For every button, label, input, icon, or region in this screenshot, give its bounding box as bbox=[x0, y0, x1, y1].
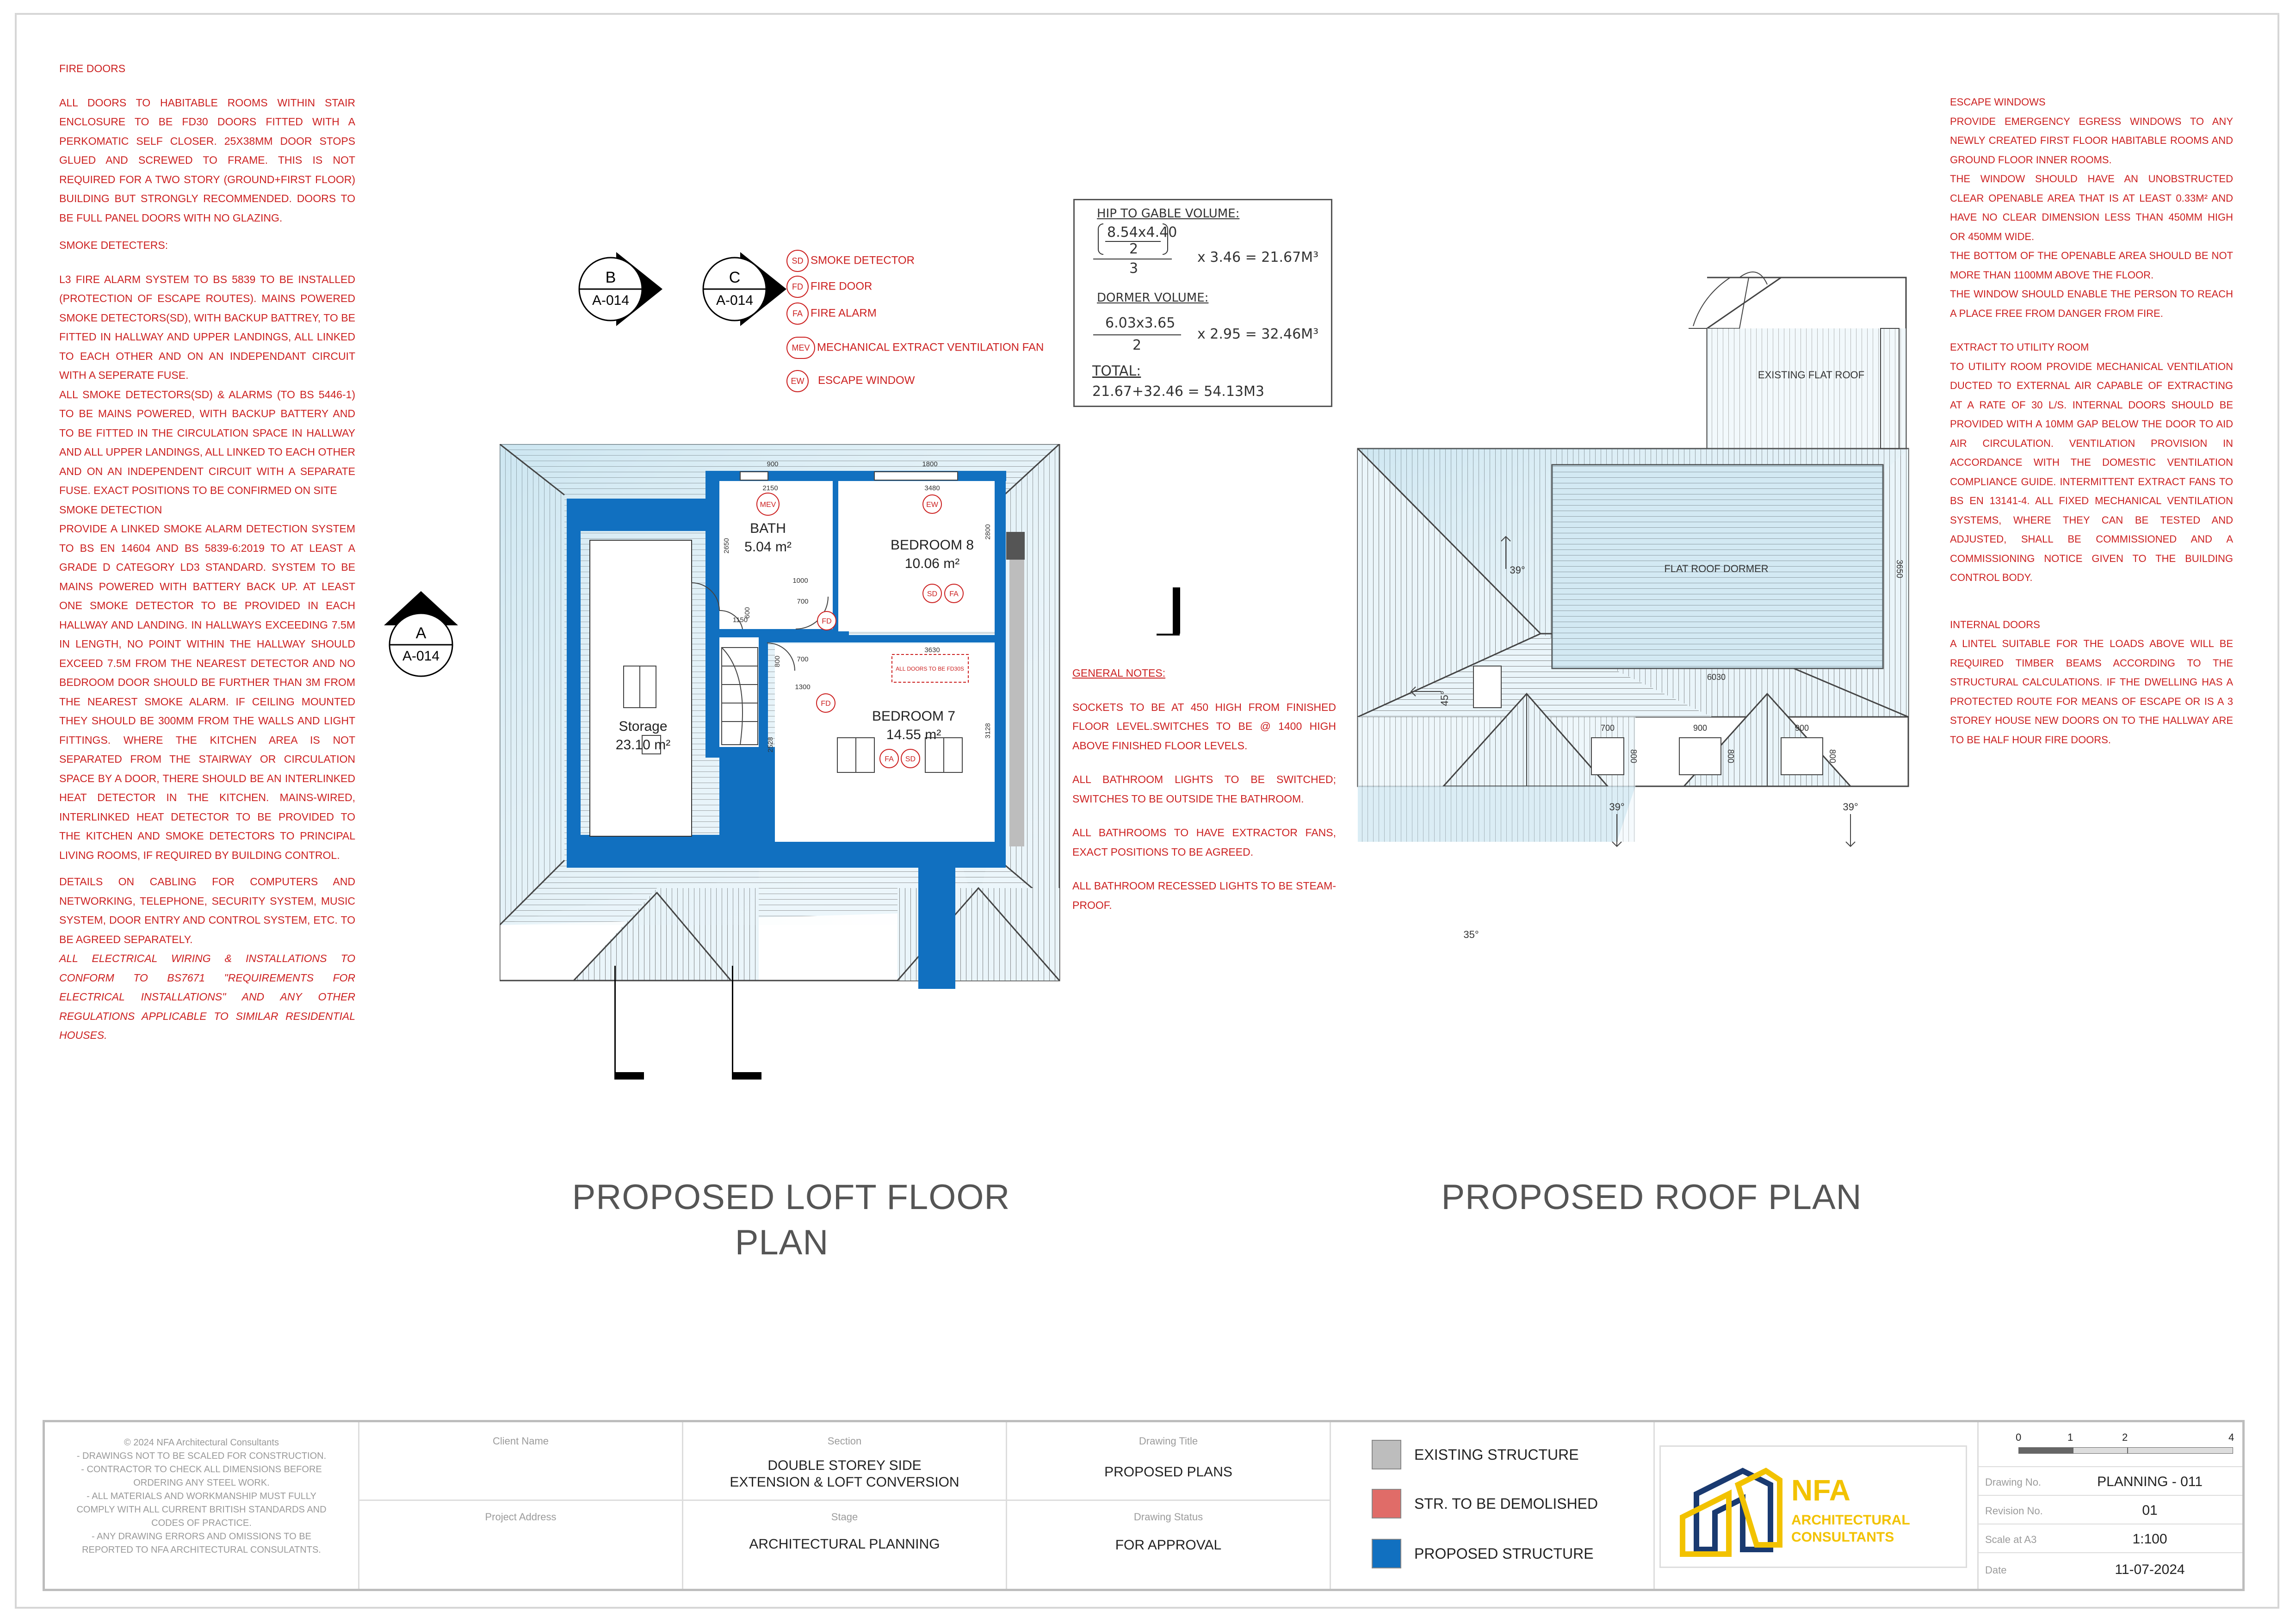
electrical-text: ALL ELECTRICAL WIRING & INSTALLATIONS TO CONFORM TO BS7671 "REQUIREMENTS FOR ELECTRICAL INSTALLATIONS" AND ANY OTHER REGULATIONS APPLICABLE TO SIMILAR RESIDENTIAL HOUSES. bbox=[59, 952, 355, 1041]
section-marker-b bbox=[574, 252, 666, 345]
section-marker-c bbox=[698, 252, 790, 345]
dim-2800: 2800 bbox=[984, 524, 992, 540]
smoke-detection-title: SMOKE DETECTION bbox=[59, 503, 162, 516]
roof-dim-800-c: 800 bbox=[1828, 749, 1837, 764]
legend-row-mev bbox=[786, 337, 1044, 359]
section-cut-bar-1 bbox=[614, 1072, 644, 1080]
tag-mev: MEV bbox=[760, 501, 776, 509]
total-title: TOTAL: bbox=[1092, 363, 1141, 379]
dormer-title: DORMER VOLUME: bbox=[1097, 291, 1209, 305]
structure-legend bbox=[1331, 1422, 1655, 1589]
roof-dim-700: 700 bbox=[1600, 723, 1615, 733]
dim-2528: 2528 bbox=[767, 737, 774, 753]
row-scale bbox=[1979, 1524, 2242, 1553]
legend-label-fa: FIRE ALARM bbox=[811, 307, 877, 320]
section-ref-c: A-014 bbox=[716, 293, 754, 308]
roof-dim-900-a: 900 bbox=[1693, 723, 1708, 733]
extract-text: TO UTILITY ROOM PROVIDE MECHANICAL VENTILATION DUCTED TO EXTERNAL AIR CAPABLE OF EXTRACTING AT A RATE OF 30 L/S. INTERNAL DOORS SHOULD BE PROVIDED WITH A 10MM GAP BELOW THE DOOR TO AID AIR CIRCULATION. VENTILATION PROVISION IN ACCORDANCE WITH THE DOMESTIC VENTILATION COMPLIANCE GUIDE. INTERMITTENT EXTRACT FANS TO BS EN 13141-4. ALL FIXED MECHANICAL VENTILATION SYSTEMS, WHERE THEY CAN BE TESTED AND ADJUSTED, SHALL BE COMMISSIONED AND A COMMISSIONING NOTICE GIVEN TO THE BUILDING CONTROL BODY. bbox=[1950, 360, 2233, 583]
disclaimer-line-3: - CONTRACTOR TO CHECK ALL DIMENSIONS BEFORE bbox=[81, 1464, 322, 1475]
bedroom-8-area: 10.06 m² bbox=[904, 556, 960, 571]
dim-700-a: 700 bbox=[797, 598, 809, 605]
client-name-caption: Client Name bbox=[492, 1435, 549, 1447]
dim-2650: 2650 bbox=[723, 538, 730, 554]
section-cut-line-2 bbox=[732, 966, 733, 1072]
hip-denominator-1: 2 bbox=[1129, 241, 1139, 257]
notes-right bbox=[1950, 93, 2233, 749]
drawing-no-caption: Drawing No. bbox=[1985, 1476, 2042, 1488]
hip-title: HIP TO GABLE VOLUME: bbox=[1097, 207, 1240, 221]
dim-2150: 2150 bbox=[762, 484, 778, 492]
section-cut-line-1 bbox=[614, 966, 616, 1072]
dim-800: 800 bbox=[774, 655, 781, 667]
cabling-text: DETAILS ON CABLING FOR COMPUTERS AND NETWORKING, TELEPHONE, SECURITY SYSTEM, MUSIC SYSTEM, DOOR ENTRY AND CONTROL SYSTEM, ETC. TO BE AGREED SEPARATELY. bbox=[59, 876, 355, 945]
roof-dim-900-b: 900 bbox=[1795, 723, 1809, 733]
fire-doors-title: FIRE DOORS bbox=[59, 62, 126, 74]
roof-dim-6030: 6030 bbox=[1707, 673, 1726, 682]
section-letter-c: C bbox=[729, 269, 741, 286]
dim-700-b: 700 bbox=[797, 655, 809, 663]
project-address-caption: Project Address bbox=[485, 1511, 557, 1523]
dim-1800: 1800 bbox=[922, 460, 938, 468]
disclaimer-line-5: - ALL MATERIALS AND WORKMANSHIP MUST FULLY bbox=[87, 1491, 316, 1501]
tag-sd-bed7: SD bbox=[905, 755, 916, 763]
disclaimer bbox=[45, 1422, 359, 1589]
legend-swatch-proposed bbox=[1372, 1539, 1401, 1568]
loft-existing-wall bbox=[1009, 560, 1024, 846]
legend-label-existing: EXISTING STRUCTURE bbox=[1414, 1446, 1579, 1463]
drawing-no-value: PLANNING - 011 bbox=[2097, 1474, 2203, 1489]
smoke-detector-symbol: SD bbox=[786, 250, 809, 272]
dim-1150: 1150 bbox=[732, 616, 748, 624]
existing-flat-roof-label: EXISTING FLAT ROOF bbox=[1758, 369, 1865, 381]
loft-plan-title bbox=[569, 1175, 1013, 1265]
flat-roof-dormer bbox=[1552, 465, 1883, 668]
scale-caption: Scale at A3 bbox=[1985, 1534, 2037, 1545]
smoke-detecters-title: SMOKE DETECTERS: bbox=[59, 239, 168, 251]
disclaimer-line-8: - ANY DRAWING ERRORS AND OMISSIONS TO BE bbox=[92, 1531, 311, 1542]
section-ref-b: A-014 bbox=[592, 293, 630, 308]
roof-plan bbox=[1351, 250, 1915, 1036]
tag-ew: EW bbox=[926, 501, 938, 509]
roof-angle-39-top: 39° bbox=[1510, 564, 1525, 576]
smoke-detecters-text-2: ALL SMOKE DETECTORS(SD) & ALARMS (TO BS 5446-1) TO BE MAINS POWERED, WITH BACKUP BATTERY AND TO BE FITTED IN THE CIRCULATION SPACE IN HALLWAY AND ALL UPPER LANDINGS, ALL LINKED TO EACH OTHER AND ON AN INDEPENDENT CIRCUIT WITH A SEPARATE FUSE. EXACT POSITIONS TO BE CONFIRMED ON SITE bbox=[59, 388, 355, 496]
date-value: 11-07-2024 bbox=[2115, 1562, 2185, 1577]
dim-3480: 3480 bbox=[924, 484, 940, 492]
scale-tick-2: 2 bbox=[2122, 1432, 2128, 1443]
scale-bar bbox=[2016, 1432, 2234, 1459]
escape-windows-text-2: THE WINDOW SHOULD HAVE AN UNOBSTRUCTED CLEAR OPENABLE AREA THAT IS AT LEAST 0.33M² AND HAVE NO CLEAR DIMENSION LESS THAN 450MM HIGH OR 450MM WIDE. bbox=[1950, 173, 2233, 242]
legend-label-demolished: STR. TO BE DEMOLISHED bbox=[1414, 1495, 1598, 1512]
legend-swatch-demolished bbox=[1372, 1489, 1401, 1518]
drawing-title-caption: Drawing Title bbox=[1139, 1435, 1198, 1447]
general-note-2: ALL BATHROOM LIGHTS TO BE SWITCHED; SWITCHES TO BE OUTSIDE THE BATHROOM. bbox=[1072, 773, 1336, 805]
section-ref-a: A-014 bbox=[402, 648, 440, 664]
row-drawing-no bbox=[1979, 1466, 2242, 1496]
section-value-1: DOUBLE STOREY SIDE bbox=[767, 1458, 922, 1473]
flat-roof-dormer-label: FLAT ROOF DORMER bbox=[1664, 563, 1769, 574]
scale-tick-0: 0 bbox=[2016, 1432, 2022, 1443]
existing-flat-roof bbox=[1689, 272, 1906, 449]
total-value: 21.67+32.46 = 54.13M3 bbox=[1092, 383, 1264, 400]
volume-calc-box bbox=[1073, 199, 1332, 407]
roof-angle-35: 35° bbox=[1463, 929, 1479, 940]
drawing-title-cell bbox=[1007, 1422, 1331, 1501]
section-caption: Section bbox=[827, 1435, 862, 1447]
escape-windows-text-3: THE BOTTOM OF THE OPENABLE AREA SHOULD BE NOT MORE THAN 1100MM ABOVE THE FLOOR. bbox=[1950, 250, 2233, 281]
legend-label-mev: MECHANICAL EXTRACT VENTILATION FAN bbox=[817, 341, 1044, 354]
logo-nfa: NFA bbox=[1791, 1474, 1850, 1507]
general-note-4: ALL BATHROOM RECESSED LIGHTS TO BE STEAM-PROOF. bbox=[1072, 880, 1336, 911]
title-block bbox=[43, 1420, 2245, 1591]
dormer-numerator: 6.03x3.65 bbox=[1105, 315, 1176, 331]
roof-dim-800-b: 800 bbox=[1726, 749, 1735, 764]
bath-name: BATH bbox=[750, 521, 786, 536]
bedroom-7-name: BEDROOM 7 bbox=[872, 709, 956, 724]
section-marker-a bbox=[379, 587, 463, 680]
legend-row-ew bbox=[786, 370, 915, 392]
section-letter-b: B bbox=[605, 269, 616, 286]
section-value-2: EXTENSION & LOFT CONVERSION bbox=[730, 1475, 959, 1490]
revision-caption: Revision No. bbox=[1985, 1505, 2043, 1517]
dim-900: 900 bbox=[767, 460, 779, 468]
hip-result: x 3.46 = 21.67M³ bbox=[1197, 249, 1319, 265]
stage-cell bbox=[683, 1501, 1007, 1589]
section-cut-bar-2 bbox=[732, 1072, 761, 1080]
legend-label-proposed: PROPOSED STRUCTURE bbox=[1414, 1545, 1594, 1562]
legend-row-sd bbox=[786, 250, 915, 272]
roof-plan-title: PROPOSED ROOF PLAN bbox=[1441, 1178, 1862, 1217]
legend-label-sd: SMOKE DETECTOR bbox=[811, 254, 915, 267]
revision-value: 01 bbox=[2142, 1503, 2158, 1518]
section-cell bbox=[683, 1422, 1007, 1501]
legend-label-fd: FIRE DOOR bbox=[811, 280, 873, 293]
row-date bbox=[1979, 1552, 2242, 1586]
disclaimer-line-9: REPORTED TO NFA ARCHITECTURAL CONSULATNTS. bbox=[82, 1545, 321, 1555]
extract-title: EXTRACT TO UTILITY ROOM bbox=[1950, 341, 2089, 353]
roof-dim-3650: 3650 bbox=[1895, 559, 1904, 579]
internal-doors-title: INTERNAL DOORS bbox=[1950, 618, 2040, 630]
tag-fa-bed8: FA bbox=[949, 590, 959, 598]
dim-600: 600 bbox=[743, 607, 751, 619]
bath-area: 5.04 m² bbox=[744, 539, 792, 555]
dim-3128: 3128 bbox=[984, 723, 992, 739]
logo-mark-icon bbox=[1673, 1457, 1789, 1559]
drawing-info bbox=[1979, 1422, 2242, 1589]
tag-sd-bed8: SD bbox=[927, 590, 938, 598]
project-address-cell bbox=[359, 1501, 683, 1589]
legend-swatch-existing bbox=[1372, 1440, 1401, 1469]
disclaimer-line-7: CODES OF PRACTICE. bbox=[151, 1518, 252, 1528]
loft-floor-plan bbox=[500, 444, 1092, 1082]
hip-numerator: 8.54x4.40 bbox=[1107, 224, 1177, 241]
smoke-detection-text: PROVIDE A LINKED SMOKE ALARM DETECTION SYSTEM TO BS EN 14604 AND BS 5839-6:2019 TO AT LEAST A GRADE D CATEGORY LD3 STANDARD. SYSTEM TO BE MAINS POWERED WITH BATTERY BACK UP. AT LEAST ONE SMOKE DETECTOR TO BE PROVIDED IN EACH HALLWAY AND LANDING. IN HALLWAYS EXCEEDING 7.5M IN LENGTH, NO POINT WITHIN THE HALLWAY SHOULD EXCEED 7.5M FROM THE NEAREST DETECTOR AND NO BEDROOM DOOR SHOULD BE FURTHER THAN 3M FROM THE NEAREST SMOKE ALARM. IF CEILING MOUNTED THEY SHOULD BE 300MM FROM THE WALLS AND LIGHT FITTINGS. WHERE THE KITCHEN AREA IS NOT SEPARATED FROM THE STAIRWAY OR CIRCULATION SPACE BY A DOOR, THERE SHOULD BE AN INTERLINKED HEAT DETECTOR IN THE KITCHEN. MAINS-WIRED, INTERLINKED HEAT DETECTOR TO BE PROVIDED TO THE KITCHEN AND SMOKE DETECTORS TO PRINCIPAL LIVING ROOMS, IF REQUIRED BY BUILDING CONTROL. bbox=[59, 523, 355, 861]
dim-3630: 3630 bbox=[924, 646, 940, 654]
escape-windows-text-1: PROVIDE EMERGENCY EGRESS WINDOWS TO ANY NEWLY CREATED FIRST FLOOR HABITABLE ROOMS AND GROUND FLOOR INNER ROOMS. bbox=[1950, 115, 2233, 166]
escape-windows-title: ESCAPE WINDOWS bbox=[1950, 96, 2046, 108]
scale-value: 1:100 bbox=[2132, 1531, 2167, 1547]
drawing-title-value: PROPOSED PLANS bbox=[1104, 1464, 1232, 1480]
general-notes-title: GENERAL NOTES: bbox=[1072, 667, 1166, 679]
general-note-1: SOCKETS TO BE AT 450 HIGH FROM FINISHED FLOOR LEVEL.SWITCHES TO BE @ 1400 HIGH ABOVE FINISHED FLOOR LEVELS. bbox=[1072, 701, 1336, 752]
client-name-cell bbox=[359, 1422, 683, 1501]
tag-fd-bath: FD bbox=[822, 617, 832, 625]
bedroom-8-name: BEDROOM 8 bbox=[890, 537, 974, 553]
dim-1000: 1000 bbox=[792, 577, 808, 585]
fire-door-note: ALL DOORS TO BE FD30S bbox=[896, 666, 964, 672]
mev-fan-symbol: MEV bbox=[786, 337, 815, 359]
legend-row-fa bbox=[786, 302, 877, 325]
roof-angle-39-right: 39° bbox=[1843, 801, 1858, 813]
stage-caption: Stage bbox=[831, 1511, 858, 1523]
escape-window-symbol: EW bbox=[786, 370, 809, 392]
company-logo bbox=[1655, 1422, 1979, 1589]
drawing-status-cell bbox=[1007, 1501, 1331, 1589]
loft-chimney bbox=[1006, 532, 1025, 560]
disclaimer-line-6: COMPLY WITH ALL CURRENT BRITISH STANDARDS AND bbox=[76, 1505, 327, 1515]
legend-row-fd bbox=[786, 276, 872, 298]
disclaimer-line-4: ORDERING ANY STEEL WORK. bbox=[133, 1478, 270, 1488]
roof-angle-45: 45° bbox=[1439, 691, 1450, 706]
tag-fd-bed7: FD bbox=[821, 700, 831, 708]
fire-doors-text: ALL DOORS TO HABITABLE ROOMS WITHIN STAIR ENCLOSURE TO BE FD30 DOORS FITTED WITH A PERKOMATIC SELF CLOSER. 25X38MM DOOR STOPS GLUED AND SCREWED TO FRAME. THIS IS NOT REQUIRED FOR A TWO STORY (GROUND+FIRST FLOOR) BUILDING BUT STRONGLY RECOMMENDED. DOORS TO BE FULL PANEL DOORS WITH NO GLAZING. bbox=[59, 96, 355, 224]
roof-angle-39-left: 39° bbox=[1609, 801, 1625, 813]
general-note-3: ALL BATHROOMS TO HAVE EXTRACTOR FANS, EXACT POSITIONS TO BE AGREED. bbox=[1072, 827, 1336, 858]
smoke-detecters-text-1: L3 FIRE ALARM SYSTEM TO BS 5839 TO BE INSTALLED (PROTECTION OF ESCAPE ROUTES). MAINS POWERED SMOKE DETECTORS(SD), WITH BACKUP BATTREY, TO BE FITTED IN HALLWAY AND UPPER LANDINGS, ALL LINKED TO EACH OTHER AND ON AN INDEPENDANT CIRCUIT WITH A SEPERATE FUSE. bbox=[59, 273, 355, 381]
dormer-result: x 2.95 = 32.46M³ bbox=[1197, 326, 1319, 342]
dim-1300: 1300 bbox=[795, 683, 811, 691]
loft-plan-title-line-2: PLAN bbox=[735, 1223, 829, 1262]
loft-plan-title-line-1: PROPOSED LOFT FLOOR bbox=[572, 1178, 1010, 1217]
internal-doors-text: A LINTEL SUITABLE FOR THE LOADS ABOVE WILL BE REQUIRED TIMBER BEAMS ACCORDING TO THE STRUCTURAL CALCULATIONS. IF THE DWELLING HAS A PROTECTED ROUTE FOR MEANS OF ESCAPE OR IS A 3 STOREY HOUSE NEW DOORS ON TO THE HALLWAY ARE TO BE HALF HOUR FIRE DOORS. bbox=[1950, 638, 2233, 746]
scale-tick-4: 4 bbox=[2228, 1432, 2234, 1443]
hip-denominator-2: 3 bbox=[1129, 260, 1139, 277]
notes-left bbox=[59, 59, 355, 1045]
logo-line-2: CONSULTANTS bbox=[1791, 1530, 1894, 1545]
drawing-status-caption: Drawing Status bbox=[1133, 1511, 1203, 1523]
row-revision bbox=[1979, 1495, 2242, 1524]
scale-tick-1: 1 bbox=[2067, 1432, 2073, 1443]
storage-area: 23.10 m² bbox=[615, 737, 671, 753]
section-letter-a: A bbox=[415, 624, 427, 642]
drawing-status-value: FOR APPROVAL bbox=[1115, 1537, 1222, 1553]
stage-value: ARCHITECTURAL PLANNING bbox=[749, 1537, 940, 1552]
fire-door-symbol: FD bbox=[786, 276, 809, 298]
disclaimer-line-2: - DRAWINGS NOT TO BE SCALED FOR CONSTRUCTION. bbox=[76, 1451, 327, 1461]
general-notes bbox=[1072, 664, 1336, 915]
disclaimer-line-1: © 2024 NFA Architectural Consultants bbox=[124, 1438, 279, 1448]
section-cut-bar-4 bbox=[1157, 634, 1180, 636]
logo-line-1: ARCHITECTURAL bbox=[1791, 1512, 1910, 1528]
section-cut-bar-3 bbox=[1173, 587, 1180, 634]
escape-windows-text-4: THE WINDOW SHOULD ENABLE THE PERSON TO REACH A PLACE FREE FROM DANGER FROM FIRE. bbox=[1950, 288, 2233, 319]
dormer-denominator: 2 bbox=[1133, 337, 1142, 353]
landing bbox=[719, 637, 759, 747]
roof-dim-800-a: 800 bbox=[1629, 749, 1638, 764]
legend-label-ew: ESCAPE WINDOW bbox=[818, 374, 915, 387]
storage-name: Storage bbox=[619, 719, 668, 734]
fire-alarm-symbol: FA bbox=[786, 302, 809, 325]
tag-fa-bed7: FA bbox=[885, 755, 894, 763]
date-caption: Date bbox=[1985, 1564, 2007, 1576]
bedroom-7-area: 14.55 m² bbox=[886, 727, 941, 742]
